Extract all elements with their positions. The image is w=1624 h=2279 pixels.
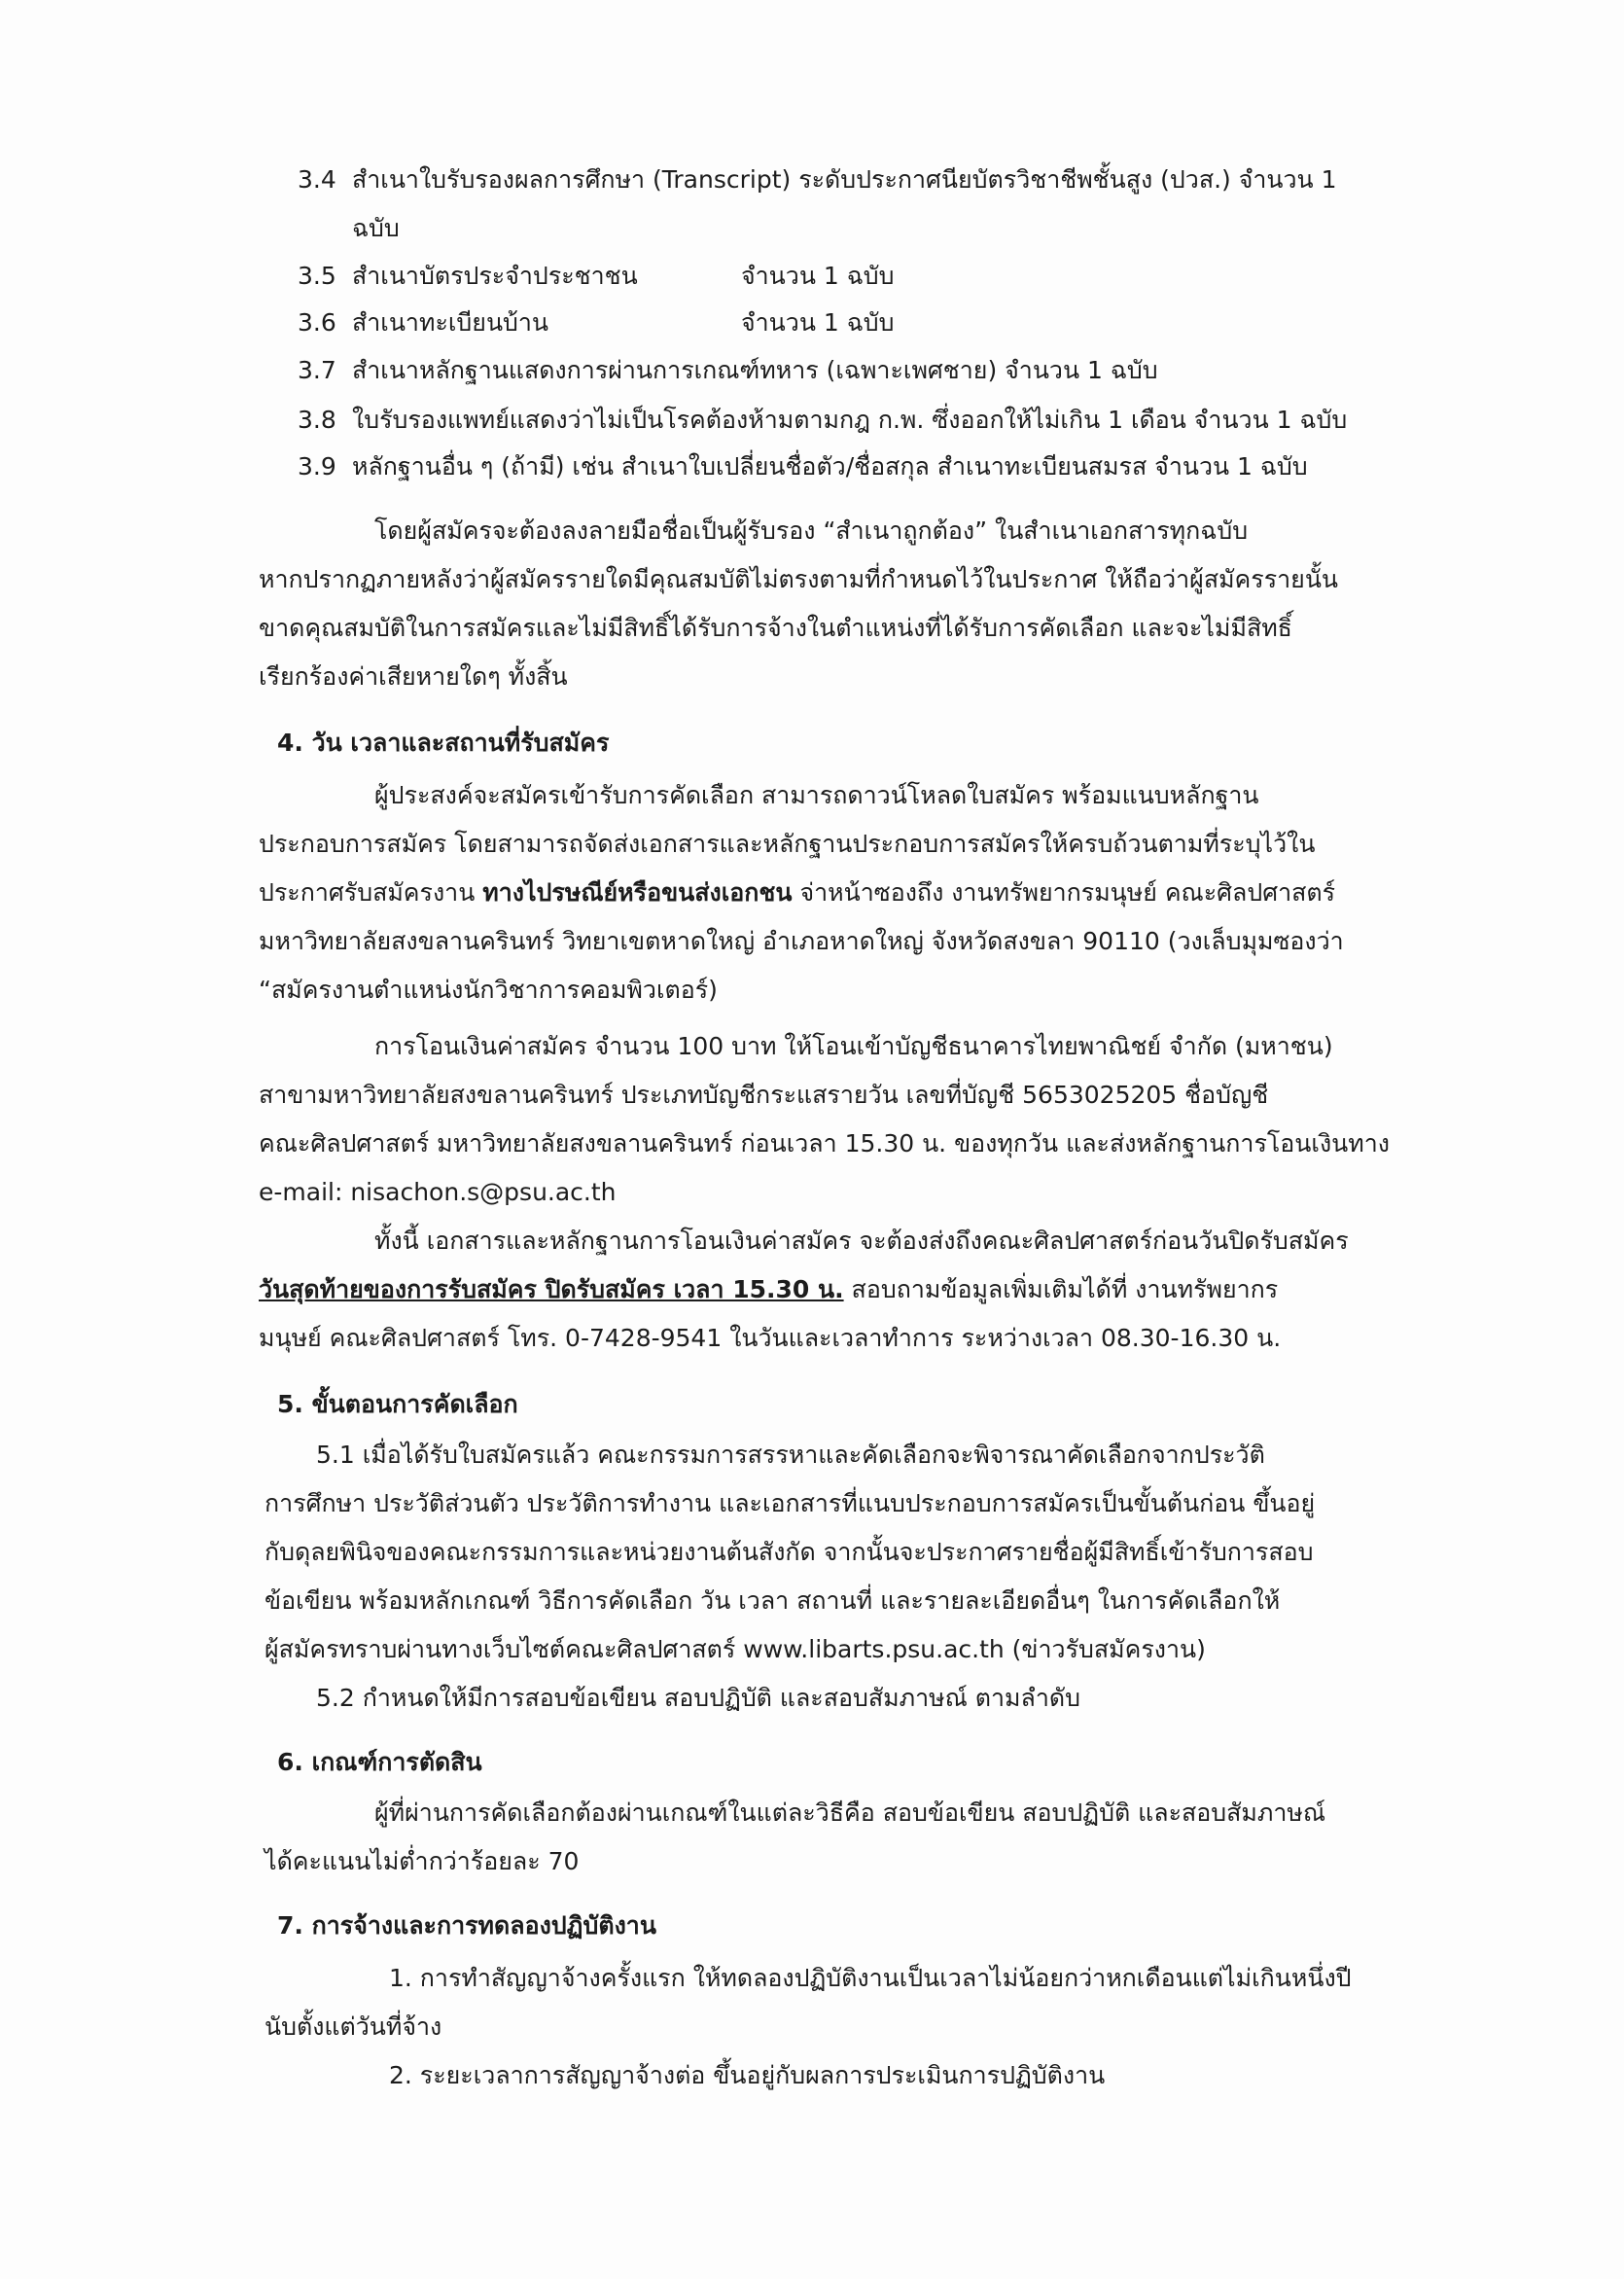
sec4-p1-line-1: ผู้ประสงค์จะสมัครเข้ารับการคัดเลือก สามารถดาวน์โหลดใบสมัคร พร้อมแนบหลักฐาน [374, 781, 1259, 809]
item-3-6-number: 3.6 [298, 308, 336, 337]
item-3-5-amount: จำนวน 1 ฉบับ [741, 262, 895, 290]
item-3-6-text: สำเนาทะเบียนบ้าน [352, 308, 549, 337]
item-3-4-number: 3.4 [298, 165, 336, 194]
sec7-item-1-line-1: 1. การทำสัญญาจ้างครั้งแรก ให้ทดลองปฏิบัติงานเป็นเวลาไม่น้อยกว่าหกเดือนแต่ไม่เกินหนึ่งปี [389, 1964, 1352, 1992]
item-3-8-text: ใบรับรองแพทย์แสดงว่าไม่เป็นโรคต้องห้ามตามกฎ ก.พ. ซึ่งออกให้ไม่เกิน 1 เดือน จำนวน 1 ฉบับ [352, 406, 1348, 434]
sec4-delivery-method: ทางไปรษณีย์หรือขนส่งเอกชน [482, 878, 793, 907]
sec5-p1-line-5: ผู้สมัครทราบผ่านทางเว็บไซต์คณะศิลปศาสตร์ www.libarts.psu.ac.th (ข่าวรับสมัครงาน) [265, 1635, 1206, 1663]
sec4-p2-line-2: สาขามหาวิทยาลัยสงขลานครินทร์ ประเภทบัญชีกระแสรายวัน เลขที่บัญชี 5653025205 ชื่อบัญชี [259, 1081, 1269, 1109]
sec4-p3-line-1: ทั้งนี้ เอกสารและหลักฐานการโอนเงินค่าสมัคร จะต้องส่งถึงคณะศิลปศาสตร์ก่อนวันปิดรับสมัคร [374, 1227, 1349, 1255]
item-3-4-continuation: ฉบับ [352, 214, 400, 242]
section-7-heading: 7. การจ้างและการทดลองปฏิบัติงาน [277, 1911, 656, 1940]
sec6-p1-line-2: ได้คะแนนไม่ต่ำกว่าร้อยละ 70 [265, 1847, 580, 1875]
sec4-p2-line-1: การโอนเงินค่าสมัคร จำนวน 100 บาท ให้โอนเข้าบัญชีธนาคารไทยพาณิชย์ จำกัด (มหาชน) [374, 1032, 1333, 1060]
sec5-p1-line-3: กับดุลยพินิจของคณะกรรมการและหน่วยงานต้นสังกัด จากนั้นจะประกาศรายชื่อผู้มีสิทธิ์เข้ารับการสอบ [265, 1538, 1314, 1566]
item-3-8-number: 3.8 [298, 406, 336, 434]
sec7-item-2: 2. ระยะเวลาการสัญญาจ้างต่อ ขึ้นอยู่กับผลการประเมินการปฏิบัติงาน [389, 2061, 1106, 2089]
item-3-7-number: 3.7 [298, 356, 336, 384]
sec5-p1-line-1: 5.1 เมื่อได้รับใบสมัครแล้ว คณะกรรมการสรรหาและคัดเลือกจะพิจารณาคัดเลือกจากประวัติ [316, 1441, 1265, 1469]
section-4-heading: 4. วัน เวลาและสถานที่รับสมัคร [277, 729, 610, 757]
item-3-9-number: 3.9 [298, 452, 336, 481]
item-3-5-text: สำเนาบัตรประจำประชาชน [352, 262, 638, 290]
item-3-5-number: 3.5 [298, 262, 336, 290]
sec4-p1-line-2: ประกอบการสมัคร โดยสามารถจัดส่งเอกสารและหลักฐานประกอบการสมัครให้ครบถ้วนตามที่ระบุไว้ใน [259, 830, 1316, 858]
sec4-p1-line-4: มหาวิทยาลัยสงขลานครินทร์ วิทยาเขตหาดใหญ่ อำเภอหาดใหญ่ จังหวัดสงขลา 90110 (วงเล็บมุมซองว่า [259, 927, 1344, 955]
sec4-p3-line-2-post: สอบถามข้อมูลเพิ่มเติมได้ที่ งานทรัพยากร [843, 1275, 1279, 1303]
sec5-p1-line-4: ข้อเขียน พร้อมหลักเกณฑ์ วิธีการคัดเลือก วัน เวลา สถานที่ และรายละเอียดอื่นๆ ในการคัดเลือกให้ [265, 1586, 1281, 1615]
sec6-p1-line-1: ผู้ที่ผ่านการคัดเลือกต้องผ่านเกณฑ์ในแต่ละวิธีคือ สอบข้อเขียน สอบปฏิบัติ และสอบสัมภาษณ์ [374, 1798, 1326, 1827]
certify-line-2: หากปรากฏภายหลังว่าผู้สมัครรายใดมีคุณสมบัติไม่ตรงตามที่กำหนดไว้ในประกาศ ให้ถือว่าผู้สมัครรายนั้น [259, 565, 1338, 593]
sec4-p1-line-3 [259, 873, 1335, 912]
sec5-p1-line-2: การศึกษา ประวัติส่วนตัว ประวัติการทำงาน และเอกสารที่แนบประกอบการสมัครเป็นขั้นต้นก่อน ขึ้นอยู่ [265, 1489, 1316, 1517]
certify-line-4: เรียกร้องค่าเสียหายใดๆ ทั้งสิ้น [259, 662, 568, 691]
sec4-p1-line-5: “สมัครงานตำแหน่งนักวิชาการคอมพิวเตอร์) [259, 976, 718, 1004]
sec7-item-1-line-2: นับตั้งแต่วันที่จ้าง [265, 2012, 442, 2041]
sec4-email: e-mail: nisachon.s@psu.ac.th [259, 1178, 617, 1206]
sec4-deadline: วันสุดท้ายของการรับสมัคร ปิดรับสมัคร เวลา 15.30 น. [259, 1275, 844, 1303]
item-3-6-amount: จำนวน 1 ฉบับ [741, 308, 895, 337]
item-3-4-text: สำเนาใบรับรองผลการศึกษา (Transcript) ระดับประกาศนียบัตรวิชาชีพชั้นสูง (ปวส.) จำนวน 1 [352, 165, 1337, 194]
sec5-p2: 5.2 กำหนดให้มีการสอบข้อเขียน สอบปฏิบัติ และสอบสัมภาษณ์ ตามลำดับ [316, 1684, 1080, 1712]
certify-line-1: โดยผู้สมัครจะต้องลงลายมือชื่อเป็นผู้รับรอง “สำเนาถูกต้อง” ในสำเนาเอกสารทุกฉบับ [374, 516, 1249, 545]
certify-line-3: ขาดคุณสมบัติในการสมัครและไม่มีสิทธิ์ได้รับการจ้างในตำแหน่งที่ได้รับการคัดเลือก และจะไม่มีสิทธิ์ [259, 614, 1292, 642]
section-6-heading: 6. เกณฑ์การตัดสิน [277, 1748, 482, 1776]
item-3-7-text: สำเนาหลักฐานแสดงการผ่านการเกณฑ์ทหาร (เฉพาะเพศชาย) จำนวน 1 ฉบับ [352, 356, 1158, 384]
sec4-p3-line-2 [259, 1270, 1278, 1309]
section-5-heading: 5. ขั้นตอนการคัดเลือก [277, 1390, 518, 1418]
sec4-p1-line-3-post: จ่าหน้าซองถึง งานทรัพยากรมนุษย์ คณะศิลปศาสตร์ [792, 878, 1336, 907]
sec4-p1-line-3-pre: ประกาศรับสมัครงาน [259, 878, 483, 907]
sec4-p3-line-3: มนุษย์ คณะศิลปศาสตร์ โทร. 0-7428-9541 ในวันและเวลาทำการ ระหว่างเวลา 08.30-16.30 น. [259, 1324, 1282, 1352]
item-3-9-text: หลักฐานอื่น ๆ (ถ้ามี) เช่น สำเนาใบเปลี่ยนชื่อตัว/ชื่อสกุล สำเนาทะเบียนสมรส จำนวน 1 ฉบับ [352, 452, 1308, 481]
sec4-p2-line-3: คณะศิลปศาสตร์ มหาวิทยาลัยสงขลานครินทร์ ก่อนเวลา 15.30 น. ของทุกวัน และส่งหลักฐานการโอนเงินทาง [259, 1129, 1390, 1157]
